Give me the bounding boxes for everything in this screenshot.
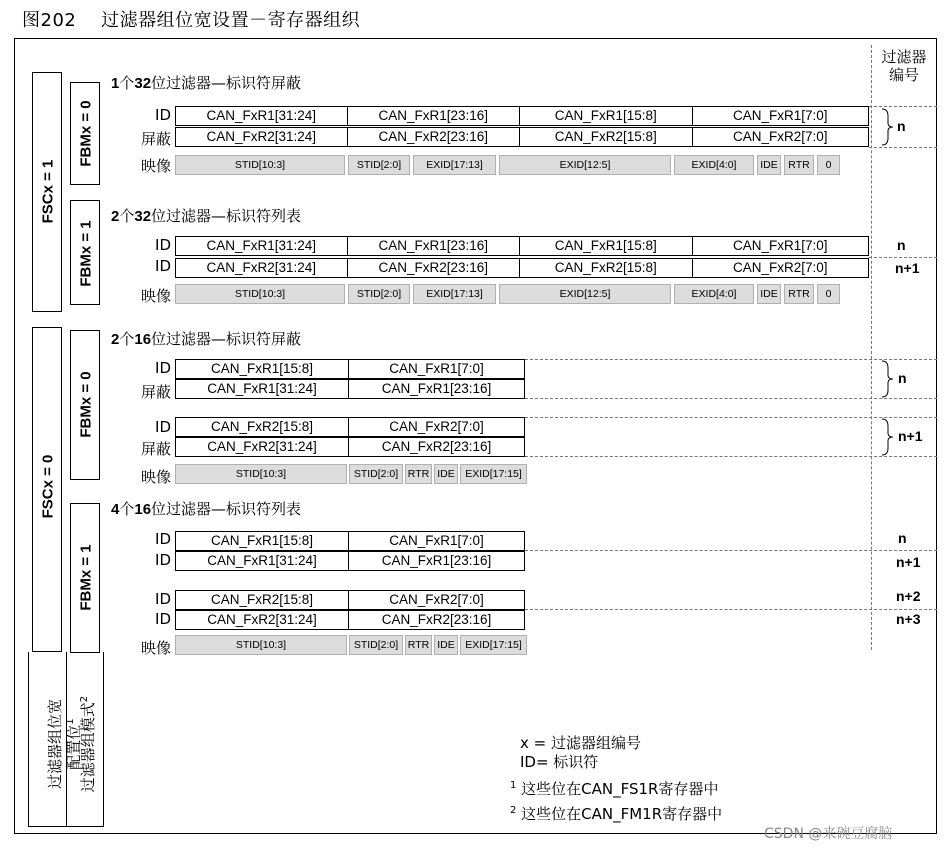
note-1-sup: 1 <box>510 780 517 791</box>
map-cell: STID[10:3] <box>175 155 345 175</box>
reg16-row-a <box>175 531 525 551</box>
bank-scale-label <box>31 659 83 829</box>
reg32-row-r2 <box>175 258 869 278</box>
section-4-bits: 16 <box>134 501 152 518</box>
reg-cell: CAN_FxR2[23:16] <box>381 439 492 454</box>
reg32-row-r2 <box>175 127 869 147</box>
number-column-divider <box>871 45 872 650</box>
reg-cell: CAN_FxR2[15:8] <box>520 128 693 146</box>
map-cell: EXID[4:0] <box>674 155 754 175</box>
label-id: ID <box>155 610 171 628</box>
map-cell: EXID[4:0] <box>674 284 754 304</box>
label-id: ID <box>155 106 171 124</box>
fbm0-label-a: FBMx = 0 <box>77 100 95 167</box>
fbm0-box-b <box>70 330 100 480</box>
section-2-num: 2 <box>111 208 120 225</box>
legend-id-def: ID= 标识符 <box>520 753 599 771</box>
fsc0-box <box>32 327 62 652</box>
brace-icon <box>880 418 894 456</box>
reg-cell: CAN_FxR1[7:0] <box>389 533 484 548</box>
label-id: ID <box>155 359 171 377</box>
figure-title: 图202 过滤器组位宽设置－寄存器组织 <box>22 10 361 31</box>
section-3-rest: 位过滤器—标识符屏蔽 <box>151 330 302 348</box>
section-title-1 <box>111 72 301 93</box>
label-map: 映像 <box>140 639 171 657</box>
dash-line <box>525 550 937 551</box>
map-cell: RTR <box>784 284 814 304</box>
section-3-mid: 个 <box>119 330 135 348</box>
reg-cell: CAN_FxR1[31:24] <box>176 552 349 570</box>
section-title-3 <box>111 328 301 349</box>
label-id: ID <box>155 418 171 436</box>
brace-icon <box>880 360 894 398</box>
map-cell: STID[10:3] <box>175 464 347 484</box>
reg16-row-c <box>175 590 525 610</box>
filter-number-header: 过滤器 编号 <box>881 48 927 84</box>
section-title-4 <box>111 498 301 519</box>
filter-num: n+1 <box>898 428 923 444</box>
note-2-text: 这些位在CAN_FM1R寄存器中 <box>516 805 723 823</box>
reg-cell: CAN_FxR1[31:24] <box>176 237 348 255</box>
map-cell: IDE <box>757 155 781 175</box>
reg-cell: CAN_FxR2[23:16] <box>348 128 521 146</box>
filter-num: n+2 <box>896 588 921 604</box>
fsc1-box <box>32 72 62 312</box>
reg-cell: CAN_FxR2[31:24] <box>176 438 349 456</box>
section-3-num: 2 <box>111 331 120 348</box>
map-cell: STID[2:0] <box>348 284 410 304</box>
label-map: 映像 <box>140 468 171 486</box>
fbm0-box-a <box>70 82 100 185</box>
reg16-row-b <box>175 379 525 399</box>
section-4-num: 4 <box>111 501 120 518</box>
reg16-row-a <box>175 359 525 379</box>
fbm1-box-a <box>70 200 100 305</box>
reg-cell: CAN_FxR1[7:0] <box>732 108 828 123</box>
reg-cell: CAN_FxR1[23:16] <box>348 237 521 255</box>
fbm1-box-b <box>70 503 100 653</box>
bank-mode-text: 过滤器组模式 <box>79 702 97 793</box>
reg-cell: CAN_FxR1[7:0] <box>389 361 484 376</box>
watermark: CSDN @来碗豆腐脑 <box>764 826 893 842</box>
brace-icon <box>880 108 894 146</box>
filter-num: n <box>898 370 907 386</box>
label-id: ID <box>155 590 171 608</box>
label-mask: 屏蔽 <box>140 383 171 401</box>
reg-cell: CAN_FxR2[7:0] <box>389 592 484 607</box>
reg-cell: CAN_FxR1[15:8] <box>176 360 349 378</box>
filter-num: n <box>897 118 906 134</box>
reg16-row-c <box>175 417 525 437</box>
section-1-rest: 位过滤器—标识符屏蔽 <box>151 74 302 92</box>
note-2-sup: 2 <box>510 805 517 816</box>
section-title-2 <box>111 205 301 226</box>
reg-cell: CAN_FxR2[31:24] <box>176 611 349 629</box>
reg16-row-d <box>175 437 525 457</box>
dash-line <box>525 359 937 360</box>
map-cell: IDE <box>757 284 781 304</box>
reg16-row-d <box>175 610 525 630</box>
bank-mode-label <box>77 659 95 829</box>
map-cell: 0 <box>817 155 840 175</box>
map32-row-2 <box>175 284 869 304</box>
dash-line <box>525 398 937 399</box>
map16-row-1 <box>175 464 527 484</box>
map-cell: STID[2:0] <box>349 464 403 484</box>
section-1-bits: 32 <box>134 75 152 92</box>
map-cell: STID[2:0] <box>348 155 410 175</box>
map-cell: RTR <box>405 464 432 484</box>
reg-cell: CAN_FxR1[15:8] <box>176 532 349 550</box>
map-cell: IDE <box>434 464 458 484</box>
map-cell: 0 <box>817 284 840 304</box>
label-map: 映像 <box>140 157 171 175</box>
reg-cell: CAN_FxR1[15:8] <box>520 237 693 255</box>
map-cell: EXID[12:5] <box>499 284 671 304</box>
map-cell: EXID[17:15] <box>460 635 527 655</box>
reg-cell: CAN_FxR2[31:24] <box>176 259 348 277</box>
dash-line <box>525 417 937 418</box>
map-cell: EXID[12:5] <box>499 155 671 175</box>
reg-cell: CAN_FxR1[23:16] <box>348 107 521 125</box>
reg-cell: CAN_FxR2[23:16] <box>348 259 521 277</box>
reg-cell: CAN_FxR2[7:0] <box>732 260 828 275</box>
map-cell: EXID[17:13] <box>413 155 496 175</box>
reg-cell: CAN_FxR1[31:24] <box>176 107 348 125</box>
fbm1-label-a: FBMx = 1 <box>77 220 95 287</box>
filter-num: n+1 <box>895 260 920 276</box>
reg-cell: CAN_FxR2[23:16] <box>381 612 492 627</box>
reg-cell: CAN_FxR2[7:0] <box>389 419 484 434</box>
filter-num: n+3 <box>896 611 921 627</box>
section-1-mid: 个 <box>119 74 135 92</box>
map-cell: STID[10:3] <box>175 635 347 655</box>
section-3-bits: 16 <box>134 331 152 348</box>
section-2-rest: 位过滤器—标识符列表 <box>151 207 302 225</box>
reg16-row-b <box>175 551 525 571</box>
label-mask: 屏蔽 <box>140 440 171 458</box>
dash-line <box>869 106 937 107</box>
reg-cell: CAN_FxR2[31:24] <box>176 128 348 146</box>
filter-num: n <box>898 530 907 546</box>
reg32-row-r1 <box>175 106 869 126</box>
map16-row-2 <box>175 635 527 655</box>
filter-num: n+1 <box>896 554 921 570</box>
bank-mode-sup: 2 <box>79 695 90 703</box>
filter-num: n <box>897 237 906 253</box>
map-cell: IDE <box>434 635 458 655</box>
bank-scale-text: 过滤器组位宽 配置位 <box>46 699 83 790</box>
reg-cell: CAN_FxR2[15:8] <box>176 418 349 436</box>
label-map: 映像 <box>140 287 171 305</box>
map-cell: RTR <box>784 155 814 175</box>
map-cell: EXID[17:15] <box>460 464 527 484</box>
fbm1-label-b: FBMx = 1 <box>77 544 95 611</box>
section-4-rest: 位过滤器—标识符列表 <box>151 500 302 518</box>
reg-cell: CAN_FxR1[23:16] <box>381 553 492 568</box>
section-2-mid: 个 <box>119 207 135 225</box>
section-1-num: 1 <box>111 75 120 92</box>
bank-scale-sup: 1 <box>65 718 76 725</box>
fsc1-label: FSCx = 1 <box>39 159 57 224</box>
dash-line <box>525 456 937 457</box>
dash-line <box>869 257 937 258</box>
map32-row-1 <box>175 155 869 175</box>
label-mask: 屏蔽 <box>140 130 171 148</box>
reg-cell: CAN_FxR1[23:16] <box>381 381 492 396</box>
map-cell: STID[2:0] <box>349 635 403 655</box>
fbm0-label-b: FBMx = 0 <box>77 371 95 438</box>
label-id: ID <box>155 257 171 275</box>
map-cell: STID[10:3] <box>175 284 345 304</box>
reg-cell: CAN_FxR2[7:0] <box>732 129 828 144</box>
label-id: ID <box>155 236 171 254</box>
map-cell: RTR <box>405 635 432 655</box>
reg-cell: CAN_FxR2[15:8] <box>176 591 349 609</box>
reg-cell: CAN_FxR1[15:8] <box>520 107 693 125</box>
section-4-mid: 个 <box>119 500 135 518</box>
dash-line <box>869 147 937 148</box>
fsc0-label: FSCx = 0 <box>39 454 57 519</box>
legend-x-def: x = 过滤器组编号 <box>520 734 641 752</box>
reg-cell: CAN_FxR1[31:24] <box>176 380 349 398</box>
reg-cell: CAN_FxR1[7:0] <box>732 238 828 253</box>
label-id: ID <box>155 551 171 569</box>
reg-cell: CAN_FxR2[15:8] <box>520 259 693 277</box>
section-2-bits: 32 <box>134 208 152 225</box>
legend-note-2 <box>510 803 722 824</box>
label-id: ID <box>155 530 171 548</box>
note-1-text: 这些位在CAN_FS1R寄存器中 <box>516 780 719 798</box>
map-cell: EXID[17:13] <box>413 284 496 304</box>
reg32-row-r1 <box>175 236 869 256</box>
dash-line <box>525 609 937 610</box>
legend-note-1 <box>510 778 718 799</box>
